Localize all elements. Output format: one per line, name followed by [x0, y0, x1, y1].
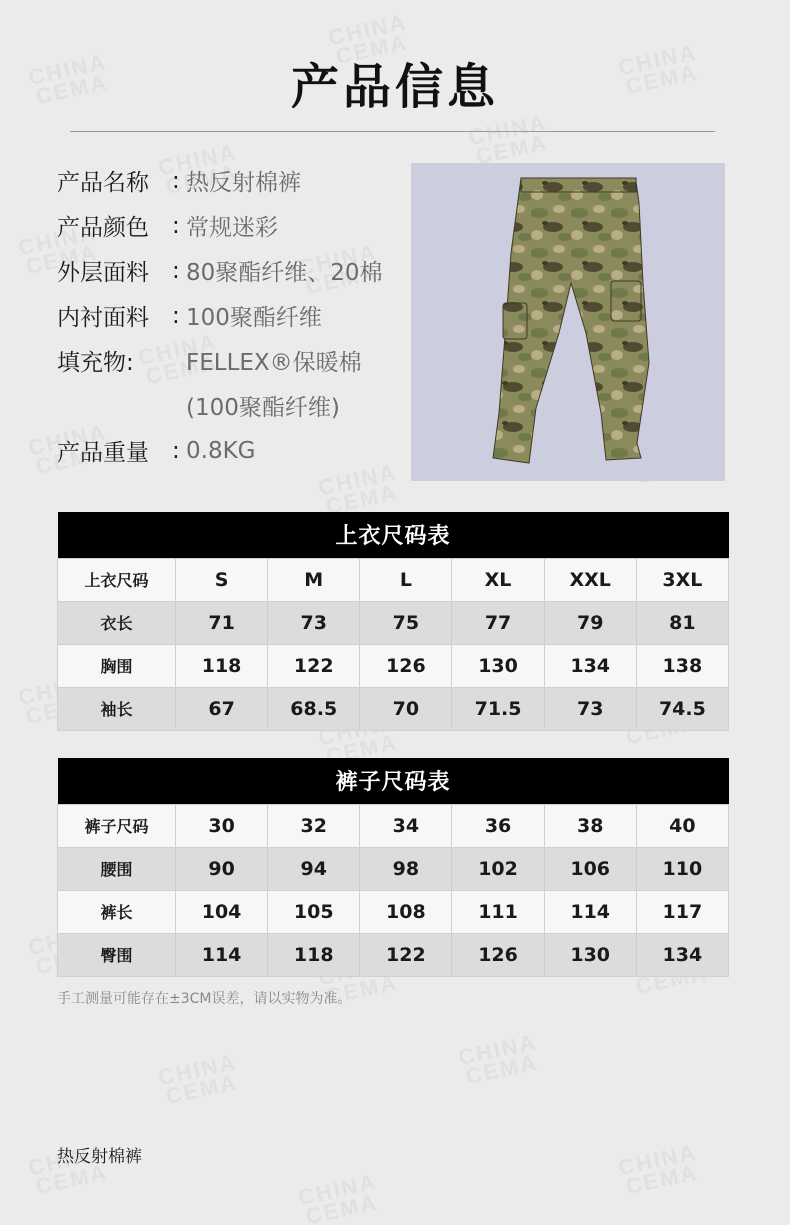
- table-row: [58, 687, 729, 730]
- table-cell: 32: [268, 804, 360, 847]
- table-cell: 胸围: [58, 644, 176, 687]
- table-cell: 94: [268, 847, 360, 890]
- table-cell: M: [268, 558, 360, 601]
- pants-size-table: [57, 758, 729, 977]
- info-value: 100聚酯纤维: [186, 305, 322, 331]
- info-colon: :: [172, 257, 180, 284]
- table-cell: 3XL: [636, 558, 728, 601]
- table-cell: XL: [452, 558, 544, 601]
- info-row-weight: [57, 428, 407, 473]
- table-cell: XXL: [544, 558, 636, 601]
- table-cell: 138: [636, 644, 728, 687]
- watermark-logo: [297, 1172, 383, 1225]
- top-size-table: [57, 512, 729, 731]
- table-cell: 30: [176, 804, 268, 847]
- table-cell: 126: [452, 933, 544, 976]
- info-value: (100聚酯纤维): [186, 395, 340, 421]
- table-cell: 67: [176, 687, 268, 730]
- watermark-logo: [157, 1052, 243, 1108]
- table-cell: 73: [268, 601, 360, 644]
- pants-shape: [493, 178, 649, 463]
- info-label: 产品名称: [57, 170, 149, 196]
- info-colon: :: [172, 302, 180, 329]
- camo-pants-image: [411, 163, 725, 481]
- info-value: 80聚酯纤维、20棉: [186, 260, 383, 286]
- table-cell: 79: [544, 601, 636, 644]
- info-row-color: [57, 203, 407, 248]
- info-label: 产品重量: [57, 440, 149, 466]
- info-colon: :: [172, 437, 180, 464]
- info-label: 内衬面料: [57, 305, 149, 331]
- table-cell: 98: [360, 847, 452, 890]
- table-cell: 104: [176, 890, 268, 933]
- table-cell: 130: [544, 933, 636, 976]
- table-row: [58, 644, 729, 687]
- info-label: 填充物:: [57, 350, 134, 376]
- watermark-logo: [457, 1032, 543, 1088]
- table-cell: 102: [452, 847, 544, 890]
- table-cell: 122: [360, 933, 452, 976]
- info-colon: :: [172, 167, 180, 194]
- table-row: [58, 847, 729, 890]
- table-cell: 134: [544, 644, 636, 687]
- table-cell: 90: [176, 847, 268, 890]
- table-cell: S: [176, 558, 268, 601]
- table-cell: 衣长: [58, 601, 176, 644]
- info-row-outer-fabric: [57, 248, 407, 293]
- measurement-note: 手工测量可能存在±3CM误差，请以实物为准。: [57, 991, 352, 1007]
- table-row: [58, 890, 729, 933]
- table-cell: 34: [360, 804, 452, 847]
- table-cell: 118: [176, 644, 268, 687]
- table-cell: 腰围: [58, 847, 176, 890]
- table-cell: 130: [452, 644, 544, 687]
- table-cell: 71: [176, 601, 268, 644]
- info-label: 产品颜色: [57, 215, 149, 241]
- table-cell: 108: [360, 890, 452, 933]
- info-row-filling-detail: [57, 383, 407, 428]
- table-cell: 105: [268, 890, 360, 933]
- table-row: [58, 601, 729, 644]
- table-cell: 111: [452, 890, 544, 933]
- table-cell: 臀围: [58, 933, 176, 976]
- table-cell: 134: [636, 933, 728, 976]
- table-cell: L: [360, 558, 452, 601]
- table-cell: 裤长: [58, 890, 176, 933]
- footer-product-name: 热反射棉裤: [57, 1147, 142, 1167]
- table-cell: 81: [636, 601, 728, 644]
- table-cell: 114: [544, 890, 636, 933]
- product-photo: [411, 163, 725, 481]
- table-row: [58, 933, 729, 976]
- info-value: 常规迷彩: [186, 215, 278, 241]
- watermark-logo: [467, 112, 553, 168]
- table-cell: 77: [452, 601, 544, 644]
- info-row-name: [57, 158, 407, 203]
- info-label: 外层面料: [57, 260, 149, 286]
- table-cell: 38: [544, 804, 636, 847]
- table-cell: 110: [636, 847, 728, 890]
- table-cell: 裤子尺码: [58, 804, 176, 847]
- table-cell: 36: [452, 804, 544, 847]
- table-cell: 106: [544, 847, 636, 890]
- info-value: 0.8KG: [186, 437, 256, 464]
- title-divider: [70, 131, 715, 132]
- table-cell: 118: [268, 933, 360, 976]
- page-title: 产品信息: [290, 59, 499, 115]
- info-value: 热反射棉裤: [186, 170, 301, 196]
- table-cell: 126: [360, 644, 452, 687]
- table-cell: 122: [268, 644, 360, 687]
- table-cell: 117: [636, 890, 728, 933]
- table-title: 裤子尺码表: [58, 758, 729, 804]
- info-value: FELLEX®保暖棉: [186, 350, 362, 376]
- table-cell: 40: [636, 804, 728, 847]
- table-cell: 袖长: [58, 687, 176, 730]
- info-colon: :: [172, 212, 180, 239]
- table-cell: 74.5: [636, 687, 728, 730]
- table-row: [58, 558, 729, 601]
- table-cell: 上衣尺码: [58, 558, 176, 601]
- table-cell: 68.5: [268, 687, 360, 730]
- info-row-lining: [57, 293, 407, 338]
- table-cell: 75: [360, 601, 452, 644]
- table-title: 上衣尺码表: [58, 512, 729, 558]
- table-cell: 71.5: [452, 687, 544, 730]
- table-cell: 73: [544, 687, 636, 730]
- table-row: [58, 804, 729, 847]
- product-info-list: [57, 158, 407, 473]
- watermark-logo: [617, 1142, 703, 1198]
- table-cell: 114: [176, 933, 268, 976]
- info-row-filling: [57, 338, 407, 383]
- table-cell: 70: [360, 687, 452, 730]
